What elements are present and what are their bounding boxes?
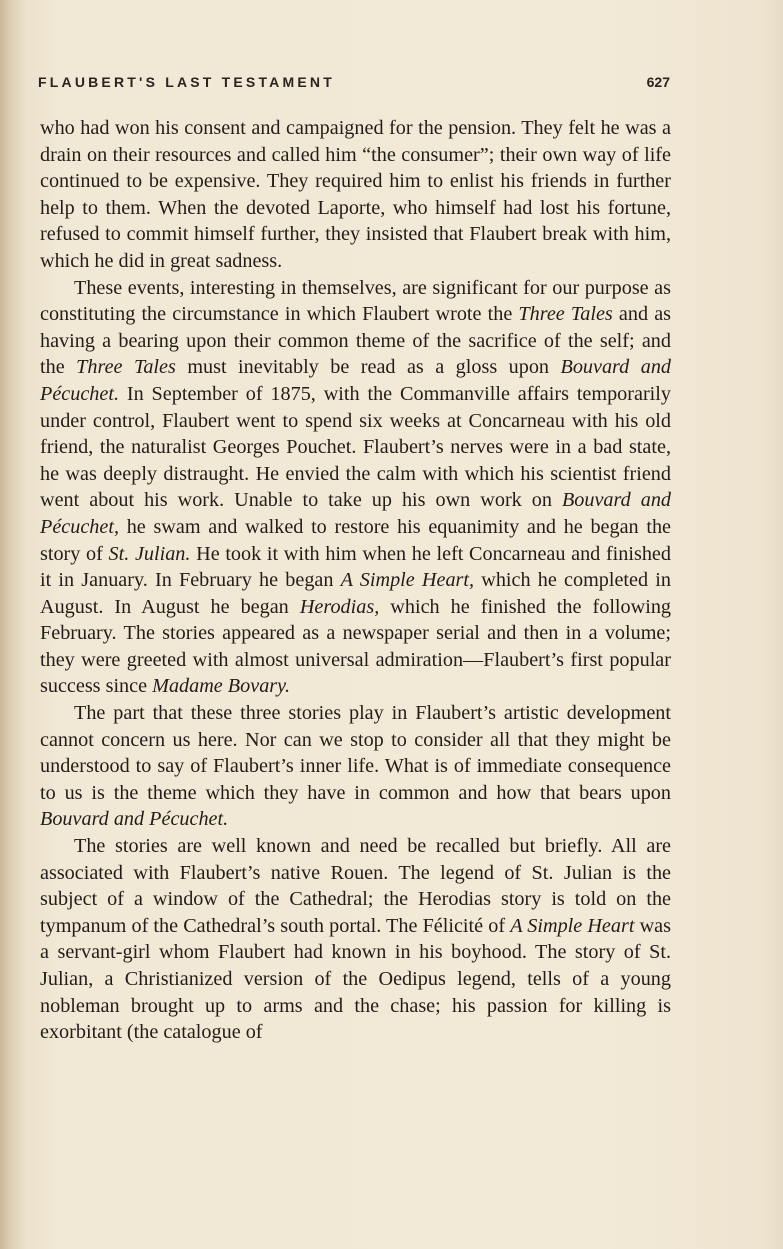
body-text: [40, 115, 671, 1046]
paragraph-text: The part that these three stories play in Flaubert’s artistic development cannot concern us here. Nor can we stop to consider all that they might be understood to say of Flaubert’s inner life. What is of immediate consequence to us is the theme which they have in common and how that bears upon: [40, 702, 671, 804]
paragraph: [40, 115, 671, 275]
italic-title: A Simple Heart,: [340, 569, 475, 592]
paragraph-text: In September of 1875, with the Commanville affairs temporarily under control, Flaubert went to spend six weeks at Concarneau with his old friend, the naturalist Georges Pouchet. Flaubert’s nerves were in a bad state, he was deeply distraught. He envied the calm with which his scientist friend went about his work. Unable to take up his own work on: [40, 382, 671, 512]
italic-title: A Simple Heart: [510, 914, 635, 937]
paragraph-text: which he finished the following February. The stories appeared as a newspaper serial and then in a volume; they were greeted with almost universal admiration—Flaubert’s first popular success since: [40, 595, 672, 698]
paragraph: [40, 833, 671, 1046]
paragraph-text: was a servant-girl whom Flaubert had known in his boyhood. The story of St. Julian, a Christianized version of the Oedipus legend, tells of a young nobleman brought up to arms and the chase; his passion for killing is exorbitant (the catalogue of: [40, 914, 671, 1044]
paragraph: [40, 275, 671, 701]
italic-title: Bouvard and Pécuchet,: [40, 489, 672, 538]
page-number: 627: [646, 74, 670, 90]
running-title: FLAUBERT'S LAST TESTAMENT: [38, 74, 335, 90]
italic-title: Herodias,: [299, 595, 380, 618]
paragraph: [40, 700, 671, 833]
italic-title: Three Tales: [76, 356, 176, 379]
italic-title: St. Julian.: [108, 542, 191, 565]
italic-title: Bouvard and Pécuchet.: [40, 808, 229, 831]
paragraph-text: which he completed in August. In August he began: [40, 569, 671, 618]
paragraph-text: must inevitably be read as a gloss upon: [175, 356, 561, 379]
paragraph-text: he swam and walked to restore his equanimity and he began the story of: [40, 515, 671, 565]
running-head: [38, 74, 670, 96]
paragraph-text: who had won his consent and campaigned for the pension. They felt he was a drain on their resources and called him “the consumer”; their own way of life continued to be expensive. They required him to enlist his friends in further help to them. When the devoted Laporte, who himself had lost his fortune, refused to commit himself further, they insisted that Flaubert break with him, which he did in great sadness.: [40, 117, 671, 272]
paragraph-text: The stories are well known and need be recalled but briefly. All are associated with Flaubert’s native Rouen. The legend of St. Julian is the subject of a window of the Cathedral; the Herodias story is told on the tympanum of the Cathedral’s south portal. The Félicité of: [40, 835, 671, 937]
paragraph-text: He took it with him when he left Concarneau and finished it in January. In February he began: [40, 542, 671, 592]
italic-title: Bouvard and Pécuchet.: [40, 356, 672, 405]
paragraph-text: These events, interesting in themselves, are significant for our purpose as constituting the circumstance in which Flaubert wrote the: [40, 276, 671, 326]
italic-title: Madame Bovary.: [152, 675, 291, 698]
italic-title: Three Tales: [518, 303, 613, 326]
paragraph-text: and as having a bearing upon their common theme of the sacrifice of the self; and the: [40, 303, 672, 379]
